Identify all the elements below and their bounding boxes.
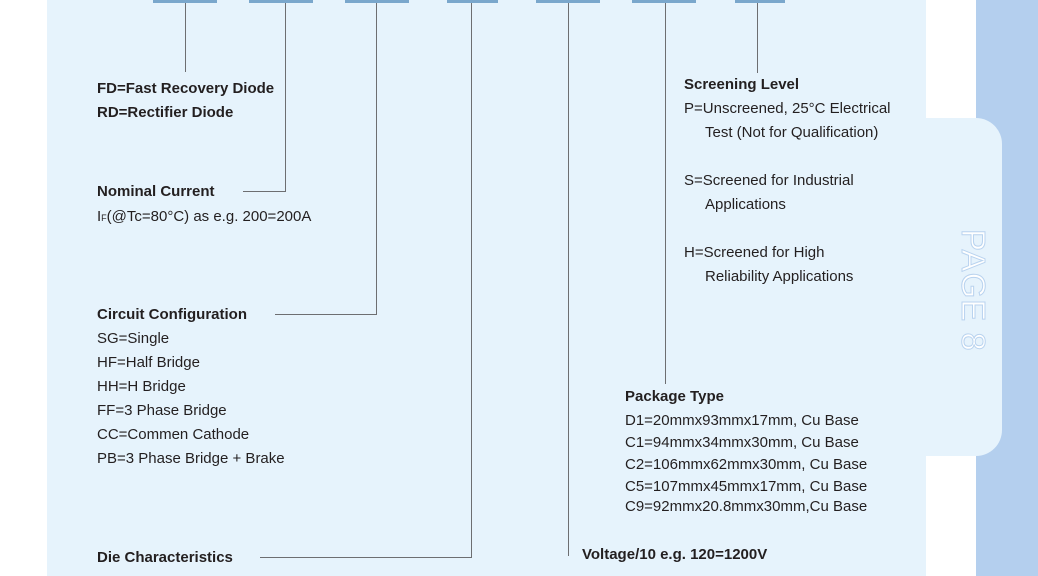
code-segment-package-type [632,0,696,3]
circuit-configuration-title: Circuit Configuration [97,306,247,323]
code-segment-circuit-configuration [345,0,409,3]
circuit-config-item: CC=Commen Cathode [97,426,250,443]
circuit-config-item: HF=Half Bridge [97,354,200,371]
screening-s-line1: S=Screened for Industrial [684,172,854,189]
screening-h-line2: Reliability Applications [705,268,854,285]
leader-line-die-char-v [471,3,472,557]
voltage-title: Voltage/10 e.g. 120=1200V [582,546,768,563]
leader-line-circuit-config-h [275,314,377,315]
nominal-current-symbol: I [97,208,102,225]
leader-line-product-type [185,3,186,72]
screening-h-line1: H=Screened for High [684,244,825,261]
circuit-config-item: FF=3 Phase Bridge [97,402,227,419]
code-segment-die-characteristics [447,0,498,3]
screening-s-line2: Applications [705,196,786,213]
circuit-config-item: HH=H Bridge [97,378,186,395]
nominal-current-desc [97,208,311,227]
screening-p-line1: P=Unscreened, 25°C Electrical [684,100,891,117]
package-type-title: Package Type [625,388,724,405]
nominal-current-subscript: F [101,213,107,223]
package-type-item: C5=107mmx45mmx17mm, Cu Base [625,478,868,495]
product-type-rd: RD=Rectifier Diode [97,104,234,121]
screening-p-line2: Test (Not for Qualification) [705,124,879,141]
page-number-label: PAGE 8 [955,229,992,352]
screening-level-title: Screening Level [684,76,800,93]
die-characteristics-title: Die Characteristics [97,549,233,566]
leader-line-die-char-h [260,557,472,558]
package-type-item: D1=20mmx93mmx17mm, Cu Base [625,412,859,429]
leader-line-circuit-config-v [376,3,377,314]
leader-line-nominal-current-v [285,3,286,191]
package-type-item: C1=94mmx34mmx30mm, Cu Base [625,434,859,451]
leader-line-package-type [665,3,666,384]
package-type-item: C9=92mmx20.8mmx30mm,Cu Base [625,498,868,515]
circuit-config-item: SG=Single [97,330,170,347]
package-type-item: C2=106mmx62mmx30mm, Cu Base [625,456,868,473]
leader-line-voltage [568,3,569,556]
code-segment-screening-level [735,0,785,3]
nominal-current-example: (@Tc=80°C) as e.g. 200=200A [106,208,312,225]
leader-line-nominal-current-h [243,191,286,192]
product-type-fd: FD=Fast Recovery Diode [97,80,275,97]
code-segment-nominal-current [249,0,313,3]
nominal-current-title: Nominal Current [97,183,215,200]
circuit-config-item: PB=3 Phase Bridge + Brake [97,450,285,467]
leader-line-screening-level [757,3,758,73]
